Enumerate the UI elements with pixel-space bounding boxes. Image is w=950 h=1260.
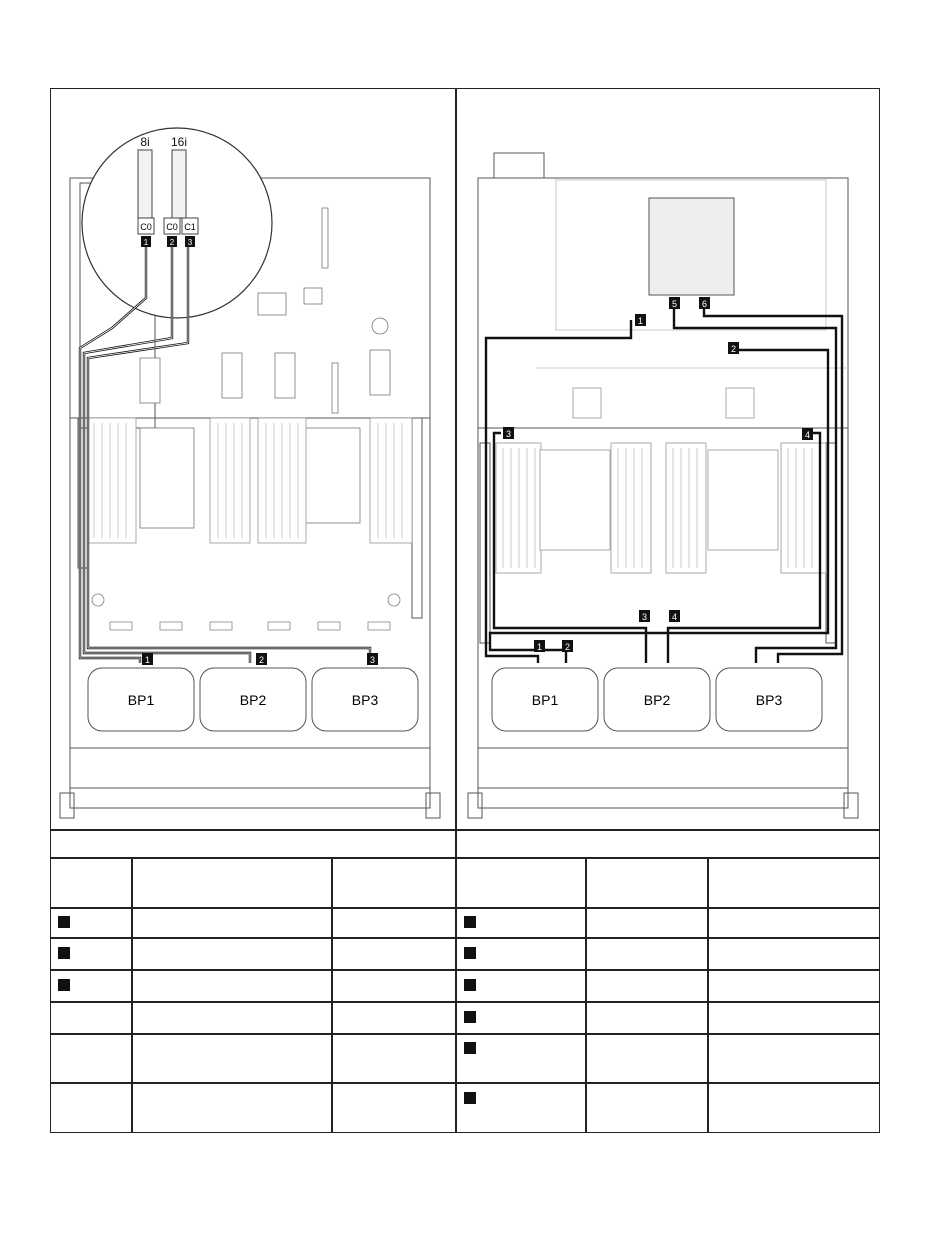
callout-bottom-3 (367, 653, 378, 665)
callout-top-3 (185, 236, 195, 247)
legend-row-6-right-marker (464, 1092, 476, 1104)
backplane-bp3: BP3 (351, 692, 379, 708)
connector-label-c0-8i: C0 (140, 222, 152, 232)
svg-text:3: 3 (369, 655, 376, 665)
legend-row-2-left-marker (58, 947, 70, 959)
legend-row-2-right-marker (464, 947, 476, 959)
callout-right-1 (635, 314, 646, 326)
svg-text:1: 1 (143, 238, 149, 247)
svg-text:6: 6 (701, 299, 708, 309)
panel-divider (455, 88, 457, 1133)
left-cabling-diagram (50, 88, 456, 830)
adapter-label-16i: 16i (170, 135, 188, 149)
svg-text:1: 1 (637, 316, 644, 326)
callout-right-5 (669, 297, 680, 309)
svg-text:1: 1 (144, 655, 151, 665)
svg-text:5: 5 (671, 299, 678, 309)
legend-row-3-right-marker (464, 979, 476, 991)
callout-right-bottom-2 (562, 640, 573, 652)
svg-text:3: 3 (505, 429, 512, 439)
backplane-bp2-right: BP2 (643, 692, 671, 708)
svg-text:4: 4 (804, 430, 811, 440)
backplane-bp1: BP1 (127, 692, 155, 708)
callout-right-4 (802, 428, 813, 440)
callout-right-bottom-3 (639, 610, 650, 622)
backplane-bp3-right: BP3 (755, 692, 783, 708)
callout-top-2 (167, 236, 177, 247)
riser-card (649, 198, 734, 295)
callout-right-bottom-1 (534, 640, 545, 652)
svg-text:2: 2 (258, 655, 265, 665)
svg-text:3: 3 (187, 238, 193, 247)
legend-row-5-right-marker (464, 1042, 476, 1054)
callout-right-bottom-4 (669, 610, 680, 622)
backplane-bp2: BP2 (239, 692, 267, 708)
svg-text:1: 1 (536, 642, 543, 652)
legend-row-1-left-marker (58, 916, 70, 928)
legend-row-3-left-marker (58, 979, 70, 991)
svg-text:3: 3 (641, 612, 648, 622)
callout-bottom-1 (142, 653, 153, 665)
callout-right-3 (503, 427, 514, 439)
right-cabling-diagram (456, 88, 880, 830)
connector-label-c0-16i: C0 (166, 222, 178, 232)
svg-text:2: 2 (730, 344, 737, 354)
svg-text:2: 2 (564, 642, 571, 652)
callout-right-2 (728, 342, 739, 354)
connector-label-c1-16i: C1 (184, 222, 196, 232)
callout-bottom-2 (256, 653, 267, 665)
backplane-bp1-right: BP1 (531, 692, 559, 708)
callout-top-1 (141, 236, 151, 247)
legend-row-1-right-marker (464, 916, 476, 928)
callout-right-6 (699, 297, 710, 309)
adapter-label-8i: 8i (140, 135, 150, 149)
svg-text:4: 4 (671, 612, 678, 622)
legend-row-4-right-marker (464, 1011, 476, 1023)
svg-text:2: 2 (169, 238, 175, 247)
